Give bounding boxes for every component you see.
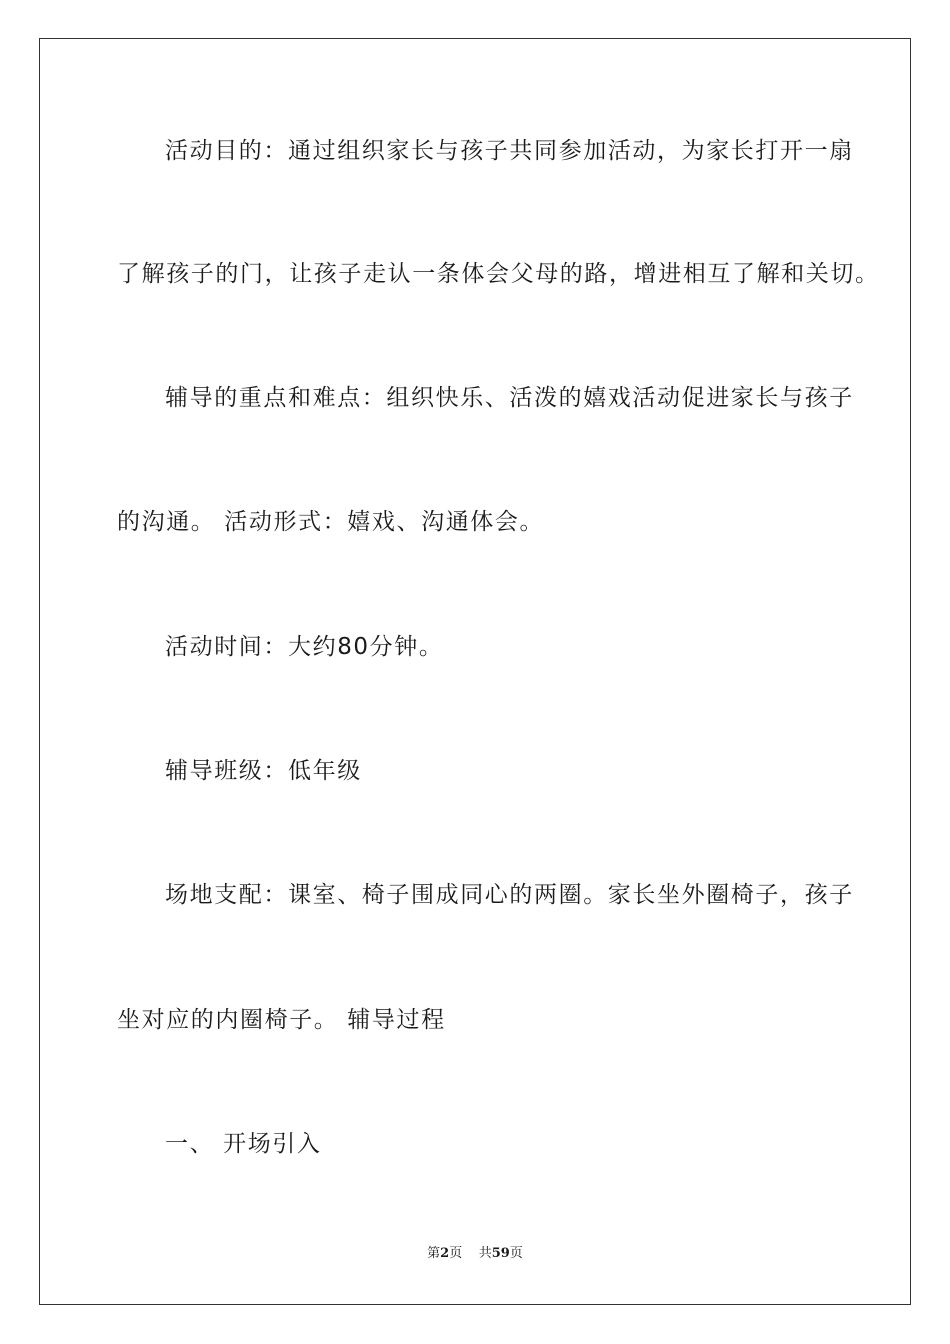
footer-page-number: 2	[440, 1246, 450, 1261]
paragraph-line-focus-cont: 的沟通。 活动形式：嬉戏、沟通体会。	[117, 509, 545, 535]
footer-total-pages: 59	[491, 1246, 510, 1261]
page-footer	[0, 1244, 950, 1264]
paragraph-line-time: 活动时间：大约80分钟。	[165, 634, 444, 660]
paragraph-line-venue-cont: 坐对应的内圈椅子。 辅导过程	[117, 1007, 446, 1033]
footer-total-suffix: 页	[509, 1246, 523, 1261]
footer-total-prefix: 共	[478, 1246, 492, 1261]
paragraph-line-focus: 辅导的重点和难点：组织快乐、活泼的嬉戏活动促进家长与孩子	[165, 385, 854, 411]
section-heading-opening: 一、 开场引入	[165, 1131, 322, 1157]
page-border	[39, 38, 911, 1305]
paragraph-line-grade: 辅导班级：低年级	[165, 758, 362, 784]
footer-page-prefix: 第	[427, 1246, 441, 1261]
paragraph-line-venue: 场地支配：课室、椅子围成同心的两圈。家长坐外圈椅子，孩子	[165, 882, 854, 908]
footer-page-suffix: 页	[449, 1246, 463, 1261]
paragraph-line-purpose-cont: 了解孩子的门，让孩子走认一条体会父母的路，增进相互了解和关切。	[117, 261, 880, 287]
paragraph-line-purpose: 活动目的：通过组织家长与孩子共同参加活动，为家长打开一扇	[165, 138, 854, 164]
